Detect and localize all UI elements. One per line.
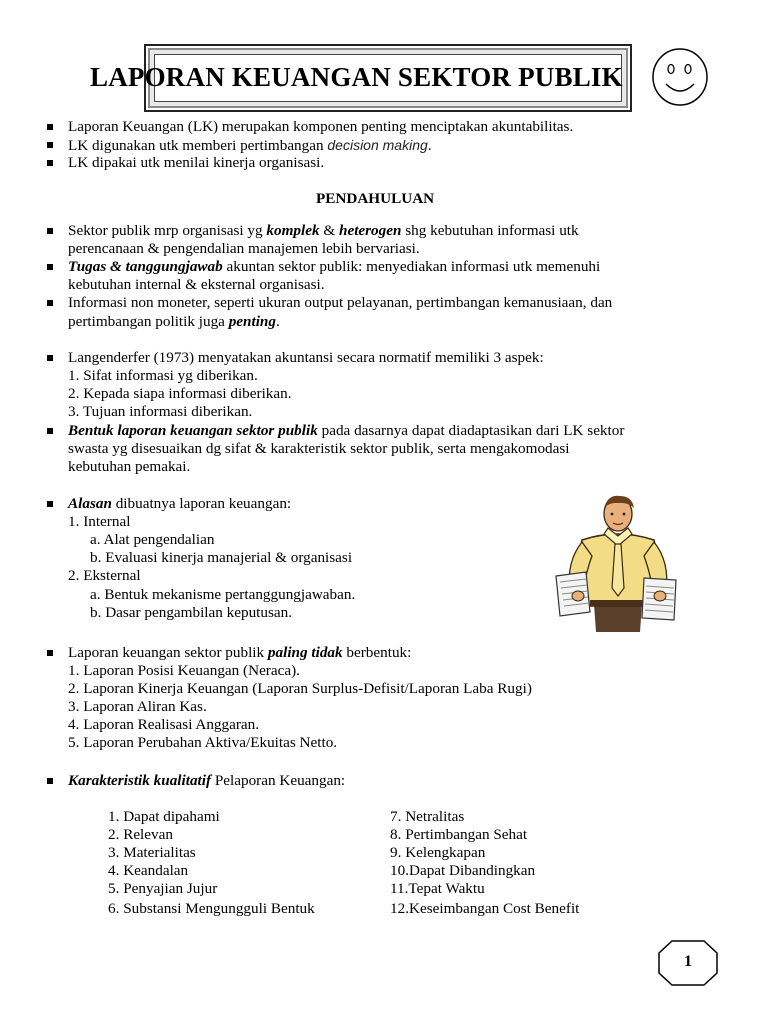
bentuk-laporan-text: Laporan keuangan sektor publik xyxy=(68,644,268,661)
alasan-text: dibuatnya laporan keuangan: xyxy=(111,495,292,512)
list-item: 10.Dapat Dibandingkan xyxy=(390,862,536,879)
pendahuluan-p3-line1: Informasi non moneter, seperti ukuran output pelayanan, pertimbangan kemanusiaan, dan xyxy=(68,294,613,311)
list-item: 9. Kelengkapan xyxy=(390,844,486,861)
intro-bullet-3: LK dipakai utk menilai kinerja organisasi. xyxy=(68,154,325,171)
list-item: 12.Keseimbangan Cost Benefit xyxy=(390,900,580,917)
list-item: 7. Netralitas xyxy=(390,808,465,825)
p3-text-end: . xyxy=(275,313,280,330)
karakteristik-text: Pelaporan Keuangan: xyxy=(211,772,346,789)
list-item: 2. Kepada siapa informasi diberikan. xyxy=(68,385,292,402)
list-item: 5. Penyajian Jujur xyxy=(108,880,218,897)
p2-emphasis: Tugas & tanggungjawab xyxy=(68,258,223,275)
page-title: LAPORAN KEUANGAN SEKTOR PUBLIK xyxy=(90,62,623,92)
p1-emphasis-komplek: komplek xyxy=(266,222,320,239)
square-bullet-icon xyxy=(47,160,53,166)
list-item: 3. Laporan Aliran Kas. xyxy=(68,698,207,715)
pendahuluan-p2-line1 xyxy=(68,258,600,276)
list-item: 2. Eksternal xyxy=(68,567,141,584)
intro-bullet-2 xyxy=(68,136,432,155)
list-item: 8. Pertimbangan Sehat xyxy=(390,826,528,843)
intro-bullet-2-end: . xyxy=(427,137,432,154)
bentuk-line3: kebutuhan pemakai. xyxy=(68,458,191,475)
alasan-emphasis: Alasan xyxy=(68,495,112,512)
p3-emphasis-penting: penting xyxy=(228,313,276,330)
pendahuluan-p3-line2 xyxy=(68,313,280,331)
square-bullet-icon xyxy=(47,300,53,306)
p1-text-end: shg kebutuhan informasi utk xyxy=(401,222,579,239)
list-item: b. Evaluasi kinerja manajerial & organisasi xyxy=(90,549,353,566)
pendahuluan-p1-line2: perencanaan & pengendalian manajemen lebih bervariasi. xyxy=(68,240,420,257)
list-item: a. Alat pengendalian xyxy=(90,531,215,548)
square-bullet-icon xyxy=(47,124,53,130)
list-item: 2. Laporan Kinerja Keuangan (Laporan Surplus-Defisit/Laporan Laba Rugi) xyxy=(68,680,532,697)
intro-bullet-1: Laporan Keuangan (LK) merupakan komponen penting menciptakan akuntabilitas. xyxy=(68,118,574,135)
bentuk-emphasis: Bentuk laporan keuangan sektor publik xyxy=(68,422,318,439)
bentuk-laporan-intro xyxy=(68,644,411,662)
bentuk-laporan-end: berbentuk: xyxy=(342,644,412,661)
list-item: 3. Tujuan informasi diberikan. xyxy=(68,403,253,420)
page-number: 1 xyxy=(684,953,692,970)
square-bullet-icon xyxy=(47,355,53,361)
bentuk-line2: swasta yg disesuaikan dg sifat & karakteristik sektor publik, serta mengakomodasi xyxy=(68,440,570,457)
section-heading: PENDAHULUAN xyxy=(316,190,435,207)
p3-text: pertimbangan politik juga xyxy=(68,313,229,330)
list-item: 4. Keandalan xyxy=(108,862,189,879)
list-item: 1. Laporan Posisi Keuangan (Neraca). xyxy=(68,662,300,679)
list-item: 4. Laporan Realisasi Anggaran. xyxy=(68,716,260,733)
square-bullet-icon xyxy=(47,501,53,507)
list-item: 2. Relevan xyxy=(108,826,173,843)
p1-text-mid: & xyxy=(319,222,339,239)
karakteristik-emphasis: Karakteristik kualitatif xyxy=(68,772,212,789)
pendahuluan-p2-line2: kebutuhan internal & eksternal organisasi. xyxy=(68,276,325,293)
list-item: a. Bentuk mekanisme pertanggungjawaban. xyxy=(90,586,356,603)
businessman-clipart-icon xyxy=(552,492,684,632)
square-bullet-icon xyxy=(47,228,53,234)
square-bullet-icon xyxy=(47,650,53,656)
langenderfer-intro: Langenderfer (1973) menyatakan akuntansi secara normatif memiliki 3 aspek: xyxy=(68,349,544,366)
intro-bullet-2-text: LK digunakan utk memberi pertimbangan xyxy=(68,137,328,154)
p1-text: Sektor publik mrp organisasi yg xyxy=(68,222,267,239)
p1-emphasis-heterogen: heterogen xyxy=(339,222,402,239)
paling-tidak-emphasis: paling tidak xyxy=(267,644,343,661)
list-item: 6. Substansi Mengungguli Bentuk xyxy=(108,900,315,917)
list-item: 1. Sifat informasi yg diberikan. xyxy=(68,367,258,384)
square-bullet-icon xyxy=(47,264,53,270)
list-item: b. Dasar pengambilan keputusan. xyxy=(90,604,293,621)
list-item: 1. Internal xyxy=(68,513,131,530)
list-item: 3. Materialitas xyxy=(108,844,196,861)
decision-making-term: decision making xyxy=(327,137,428,153)
smiley-face-icon xyxy=(650,46,710,108)
square-bullet-icon xyxy=(47,428,53,434)
p2-text: akuntan sektor publik: menyediakan informasi utk memenuhi xyxy=(222,258,601,275)
alasan-intro xyxy=(68,495,291,513)
bentuk-line1 xyxy=(68,422,624,440)
bentuk-text: pada dasarnya dapat diadaptasikan dari LK sektor xyxy=(317,422,625,439)
list-item: 1. Dapat dipahami xyxy=(108,808,220,825)
list-item: 5. Laporan Perubahan Aktiva/Ekuitas Netto. xyxy=(68,734,338,751)
pendahuluan-p1-line1 xyxy=(68,222,579,240)
list-item: 11.Tepat Waktu xyxy=(390,880,485,897)
square-bullet-icon xyxy=(47,778,53,784)
square-bullet-icon xyxy=(47,142,53,148)
karakteristik-intro xyxy=(68,772,345,790)
